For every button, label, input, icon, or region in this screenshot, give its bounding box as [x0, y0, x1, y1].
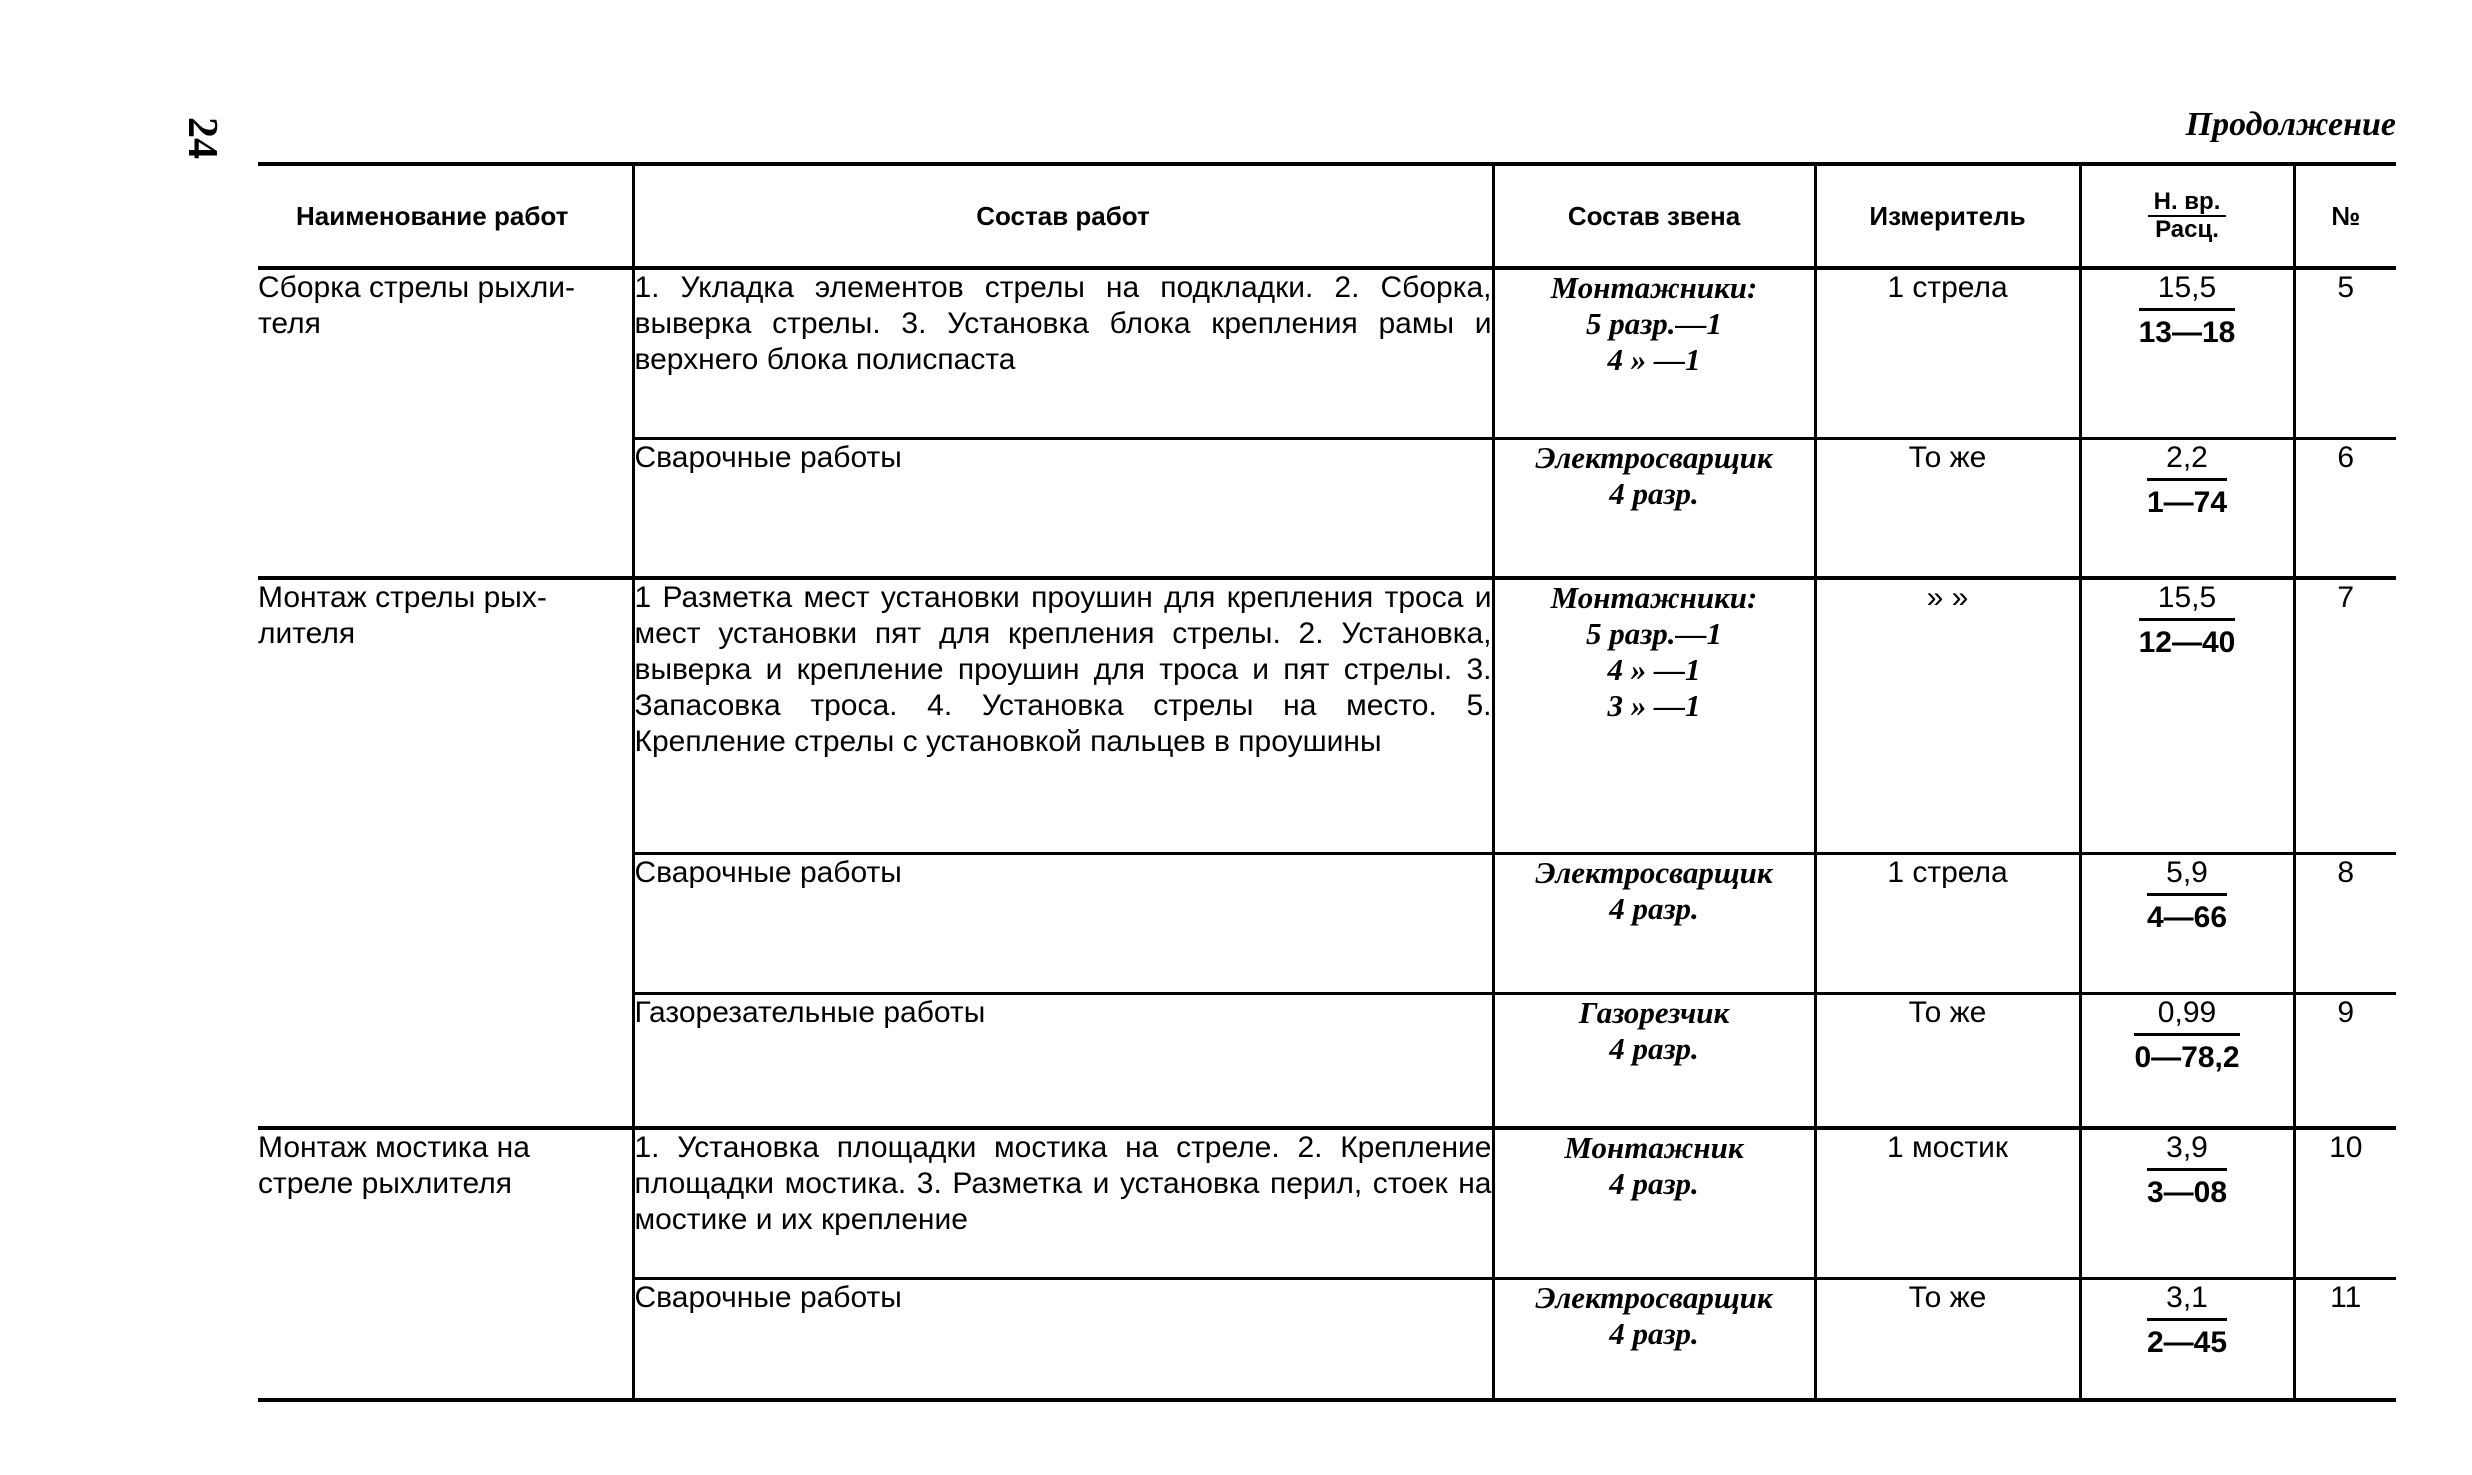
- header-rate-num: Н. вр.: [2148, 189, 2227, 217]
- price-rate: 1—74: [2146, 485, 2228, 519]
- row-number: 10: [2294, 1128, 2396, 1278]
- work-desc: Газорезательные работы: [633, 993, 1493, 1128]
- row-number: 8: [2294, 853, 2396, 993]
- crew-line: 5 разр.—1: [1585, 306, 1723, 341]
- rate-cell: [2080, 993, 2294, 1128]
- crew-line: 4 разр.: [1609, 1166, 1699, 1201]
- work-desc: Сварочные работы: [633, 853, 1493, 993]
- crew-line: Монтажник: [1564, 1130, 1744, 1165]
- work-name: Сборка стрелы рыхли-теля: [258, 268, 633, 578]
- price-rate: 3—08: [2146, 1176, 2228, 1209]
- unit-cell: » »: [1815, 578, 2080, 853]
- crew-line: Газорезчик: [1578, 994, 1730, 1030]
- time-norm: 0,99: [2134, 995, 2239, 1036]
- row-number: 11: [2294, 1278, 2396, 1400]
- crew-cell: [1493, 268, 1815, 438]
- table-row: [258, 268, 2396, 438]
- time-norm: 15,5: [2139, 580, 2236, 621]
- crew-line: 4 разр.: [1609, 475, 1699, 511]
- rate-cell: [2080, 1128, 2294, 1278]
- crew-cell: [1493, 438, 1815, 578]
- rate-cell: [2080, 578, 2294, 853]
- header-desc: Состав работ: [633, 164, 1493, 268]
- crew-line: Электросварщик: [1535, 439, 1773, 475]
- crew-line: Электросварщик: [1535, 1279, 1773, 1315]
- crew-line: Электросварщик: [1535, 854, 1773, 890]
- row-number: 7: [2294, 578, 2396, 853]
- unit-cell: То же: [1815, 1278, 2080, 1400]
- crew-line: 4 » —1: [1607, 342, 1701, 377]
- price-rate: 12—40: [2138, 626, 2236, 659]
- rate-fraction: [2147, 440, 2227, 521]
- work-desc: Сварочные работы: [633, 438, 1493, 578]
- crew-line: Монтажники:: [1550, 580, 1758, 615]
- time-norm: 3,1: [2147, 1280, 2227, 1321]
- header-rate-den: Расц.: [2155, 215, 2219, 243]
- work-desc: 1. Установка площадки мостика на стреле. 2. Крепление площадки мостика. 3. Разметка и установка перил, стоек на мостике и их крепление: [633, 1128, 1493, 1278]
- time-norm: 5,9: [2147, 855, 2227, 896]
- time-norm: 3,9: [2147, 1130, 2227, 1171]
- time-norm: 2,2: [2147, 440, 2227, 481]
- crew-cell: [1493, 1128, 1815, 1278]
- crew-line: Монтажники:: [1550, 270, 1758, 305]
- time-norm: 15,5: [2139, 270, 2236, 311]
- header-rate: [2080, 164, 2294, 268]
- crew-line: 4 разр.: [1609, 1030, 1699, 1066]
- unit-cell: 1 мостик: [1815, 1128, 2080, 1278]
- table-row: [258, 578, 2396, 853]
- work-desc: 1 Разметка мест установки проушин для крепления троса и мест установки пят для крепления стрелы. 2. Установка, выверка и крепление проушин для троса и пят стрелы. 3. Запасовка троса. 4. Установка стрелы на место. 5. Крепление стрелы с установкой пальцев в проушины: [633, 578, 1493, 853]
- table-header-row: [258, 164, 2396, 268]
- price-rate: 0—78,2: [2134, 1040, 2240, 1074]
- work-name: Монтаж мостика на стреле рыхлителя: [258, 1128, 633, 1400]
- rate-cell: [2080, 853, 2294, 993]
- price-rate: 13—18: [2138, 316, 2236, 349]
- rate-fraction: [2139, 270, 2236, 351]
- crew-line: 4 разр.: [1609, 890, 1699, 926]
- continuation-label: Продолжение: [2185, 106, 2396, 143]
- rate-fraction: [2139, 580, 2236, 661]
- crew-cell: [1493, 853, 1815, 993]
- table-row: [258, 1128, 2396, 1278]
- crew-line: 3 » —1: [1607, 688, 1701, 723]
- unit-cell: То же: [1815, 993, 2080, 1128]
- crew-line: 5 разр.—1: [1585, 616, 1723, 651]
- unit-cell: 1 стрела: [1815, 268, 2080, 438]
- rate-fraction: [2147, 855, 2227, 936]
- header-no: №: [2294, 164, 2396, 268]
- unit-cell: 1 стрела: [1815, 853, 2080, 993]
- rate-cell: [2080, 1278, 2294, 1400]
- work-name: Монтаж стрелы рых-лителя: [258, 578, 633, 1128]
- work-norms-table: [258, 162, 2396, 1402]
- header-rate-fraction: [2148, 189, 2227, 243]
- price-rate: 2—45: [2146, 1325, 2228, 1359]
- crew-line: 4 разр.: [1609, 1315, 1699, 1351]
- rate-fraction: [2147, 1130, 2227, 1211]
- header-unit: Измеритель: [1815, 164, 2080, 268]
- row-number: 5: [2294, 268, 2396, 438]
- work-desc: Сварочные работы: [633, 1278, 1493, 1400]
- work-desc: 1. Укладка элементов стрелы на подкладки. 2. Сборка, выверка стрелы. 3. Установка блока крепления рамы и верхнего блока полиспаста: [633, 268, 1493, 438]
- rate-cell: [2080, 268, 2294, 438]
- price-rate: 4—66: [2146, 900, 2228, 934]
- row-number: 6: [2294, 438, 2396, 578]
- rate-cell: [2080, 438, 2294, 578]
- unit-cell: То же: [1815, 438, 2080, 578]
- crew-cell: [1493, 993, 1815, 1128]
- row-number: 9: [2294, 993, 2396, 1128]
- header-name: Наименование работ: [258, 164, 633, 268]
- page-number: 24: [179, 117, 225, 159]
- crew-cell: [1493, 1278, 1815, 1400]
- crew-line: 4 » —1: [1607, 652, 1701, 687]
- header-crew: Состав звена: [1493, 164, 1815, 268]
- rate-fraction: [2147, 1280, 2227, 1361]
- rate-fraction: [2134, 995, 2239, 1076]
- crew-cell: [1493, 578, 1815, 853]
